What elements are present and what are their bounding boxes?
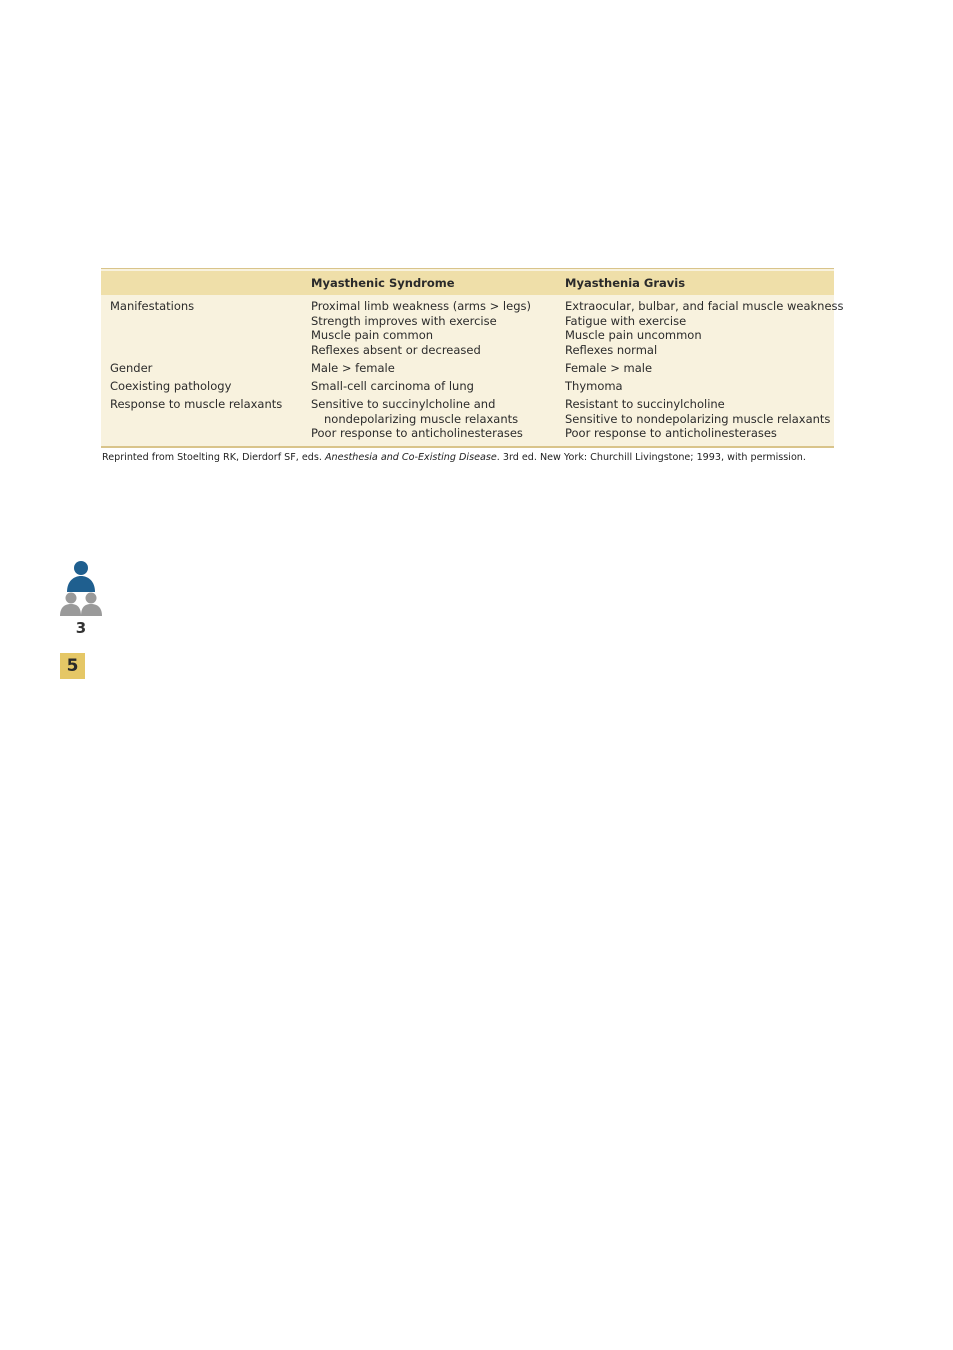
syndrome-cell bbox=[310, 361, 564, 376]
cell-line: Poor response to anticholinesterases bbox=[565, 426, 777, 441]
cell-line: Strength improves with exercise bbox=[311, 313, 497, 328]
cell-line: Small-cell carcinoma of lung bbox=[311, 378, 474, 393]
secondary-user-head bbox=[66, 593, 77, 604]
cell-line: Reflexes absent or decreased bbox=[311, 342, 481, 357]
cell-line: Male > female bbox=[311, 360, 395, 375]
secondary-user-head bbox=[86, 593, 97, 604]
primary-user-body bbox=[67, 576, 95, 592]
primary-user-head bbox=[74, 561, 88, 575]
cell-line: Extraocular, bulbar, and facial muscle weakness bbox=[565, 299, 844, 313]
row-label: Coexisting pathology bbox=[110, 378, 232, 393]
caption-prefix: Reprinted from Stoelting RK, Dierdorf SF, eds. bbox=[102, 452, 325, 463]
gravis-cell bbox=[564, 397, 834, 441]
gravis-cell bbox=[564, 379, 834, 394]
cell-line: Muscle pain common bbox=[311, 328, 434, 343]
cell-line: Fatigue with exercise bbox=[565, 313, 687, 328]
cell-line: Thymoma bbox=[565, 378, 623, 393]
table-row bbox=[101, 379, 834, 394]
syndrome-cell bbox=[310, 397, 564, 441]
syndrome-cell bbox=[310, 299, 564, 357]
table-row bbox=[101, 361, 834, 376]
secondary-user-body bbox=[60, 604, 81, 616]
row-label: Response to muscle relaxants bbox=[110, 397, 283, 412]
cell-line: Muscle pain uncommon bbox=[565, 328, 702, 343]
cell-line: Poor response to anticholinesterases bbox=[311, 426, 523, 441]
header-myasthenia-gravis: Myasthenia Gravis bbox=[565, 276, 686, 290]
cell-line: Reflexes normal bbox=[565, 342, 658, 357]
header-myasthenic-syndrome: Myasthenic Syndrome bbox=[311, 276, 455, 290]
gravis-cell bbox=[564, 361, 834, 376]
cell-line: Sensitive to succinylcholine and bbox=[311, 397, 496, 412]
table-body bbox=[101, 295, 844, 446]
row-label: Gender bbox=[110, 360, 153, 375]
user-hierarchy-icon bbox=[60, 560, 102, 618]
cell-line: Proximal limb weakness (arms > legs) bbox=[311, 299, 531, 313]
table-source-caption bbox=[102, 452, 842, 463]
caption-book-title: Anesthesia and Co-Existing Disease bbox=[324, 452, 497, 463]
table-row bbox=[101, 299, 844, 357]
caption-suffix: . 3rd ed. New York: Churchill Livingstone; 1993, with permission. bbox=[496, 452, 806, 463]
cell-line: nondepolarizing muscle relaxants bbox=[324, 411, 519, 426]
cell-line: Resistant to succinylcholine bbox=[565, 397, 725, 412]
cell-line: Female > male bbox=[565, 360, 653, 375]
table-row bbox=[101, 397, 834, 441]
gravis-cell bbox=[564, 299, 844, 357]
syndrome-cell bbox=[310, 379, 564, 394]
tier-number: 3 bbox=[75, 619, 87, 637]
level-badge: 5 bbox=[60, 653, 85, 679]
comparison-table bbox=[101, 268, 844, 448]
secondary-user-body bbox=[81, 604, 102, 616]
cell-line: Sensitive to nondepolarizing muscle relaxants bbox=[565, 411, 831, 426]
row-label: Manifestations bbox=[110, 299, 195, 313]
table-header-row bbox=[101, 269, 834, 295]
